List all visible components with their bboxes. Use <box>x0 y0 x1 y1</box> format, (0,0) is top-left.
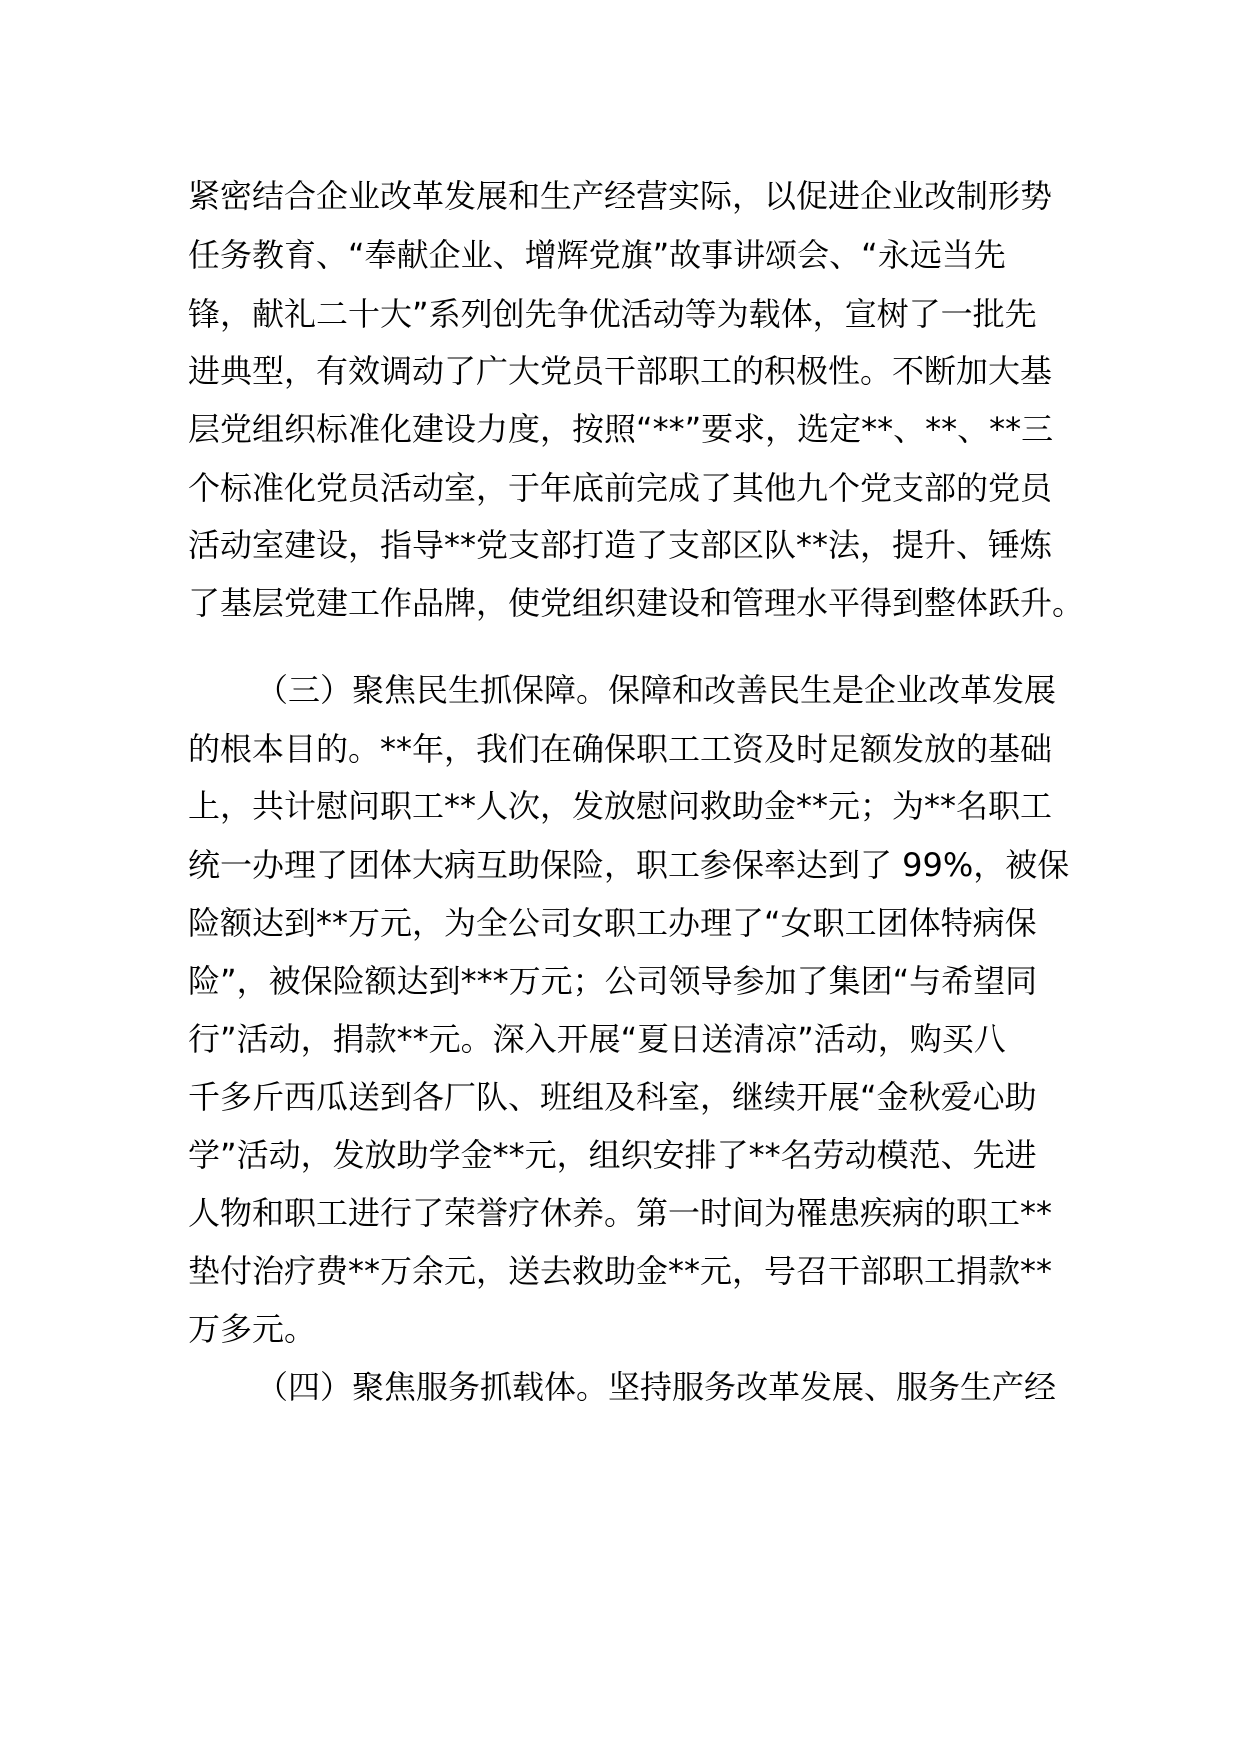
paragraph-1-line-8: 了基层党建工作品牌，使党组织建设和管理水平得到整体跃升。 <box>188 584 1085 622</box>
paragraph-2-line-1: （三）聚焦民生抓保障。保障和改善民生是企业改革发展 <box>256 671 1057 709</box>
paragraph-1-line-3: 锋，献礼二十大”系列创先争优活动等为载体，宣树了一批先 <box>188 295 1037 333</box>
paragraph-2-line-8: 千多斤西瓜送到各厂队、班组及科室，继续开展“金秋爱心助 <box>188 1078 1037 1116</box>
paragraph-2-line-5: 险额达到**万元，为全公司女职工办理了“女职工团体特病保 <box>188 904 1037 942</box>
paragraph-2-line-7: 行”活动，捐款**元。深入开展“夏日送清凉”活动，购买八 <box>188 1020 1006 1058</box>
paragraph-1-line-7: 活动室建设，指导**党支部打造了支部区队**法，提升、锤炼 <box>188 526 1053 564</box>
paragraph-2-line-2: 的根本目的。**年，我们在确保职工工资及时足额发放的基础 <box>188 730 1053 768</box>
paragraph-2-line-6: 险”，被保险额达到***万元；公司领导参加了集团“与希望同 <box>188 962 1038 1000</box>
paragraph-1-line-6: 个标准化党员活动室，于年底前完成了其他九个党支部的党员 <box>188 469 1053 507</box>
paragraph-2-line-9: 学”活动，发放助学金**元，组织安排了**名劳动模范、先进 <box>188 1136 1037 1174</box>
paragraph-1-line-2: 任务教育、“奉献企业、增辉党旗”故事讲颂会、“永远当先 <box>188 236 1006 274</box>
paragraph-1-line-4: 进典型，有效调动了广大党员干部职工的积极性。不断加大基 <box>188 352 1053 390</box>
paragraph-1-line-5: 层党组织标准化建设力度，按照“**”要求，选定**、**、**三 <box>188 410 1054 448</box>
paragraph-2-line-4: 统一办理了团体大病互助保险，职工参保率达到了 99%，被保 <box>188 846 1070 884</box>
paragraph-2-line-12: 万多元。 <box>188 1310 317 1348</box>
paragraph-2-line-11: 垫付治疗费**万余元，送去救助金**元，号召干部职工捐款** <box>188 1252 1053 1290</box>
paragraph-3-line-1: （四）聚焦服务抓载体。坚持服务改革发展、服务生产经 <box>256 1368 1057 1406</box>
paragraph-2-line-10: 人物和职工进行了荣誉疗休养。第一时间为罹患疾病的职工** <box>188 1194 1053 1232</box>
paragraph-2-line-3: 上，共计慰问职工**人次，发放慰问救助金**元；为**名职工 <box>188 787 1053 825</box>
paragraph-1-line-1: 紧密结合企业改革发展和生产经营实际，以促进企业改制形势 <box>188 177 1053 215</box>
